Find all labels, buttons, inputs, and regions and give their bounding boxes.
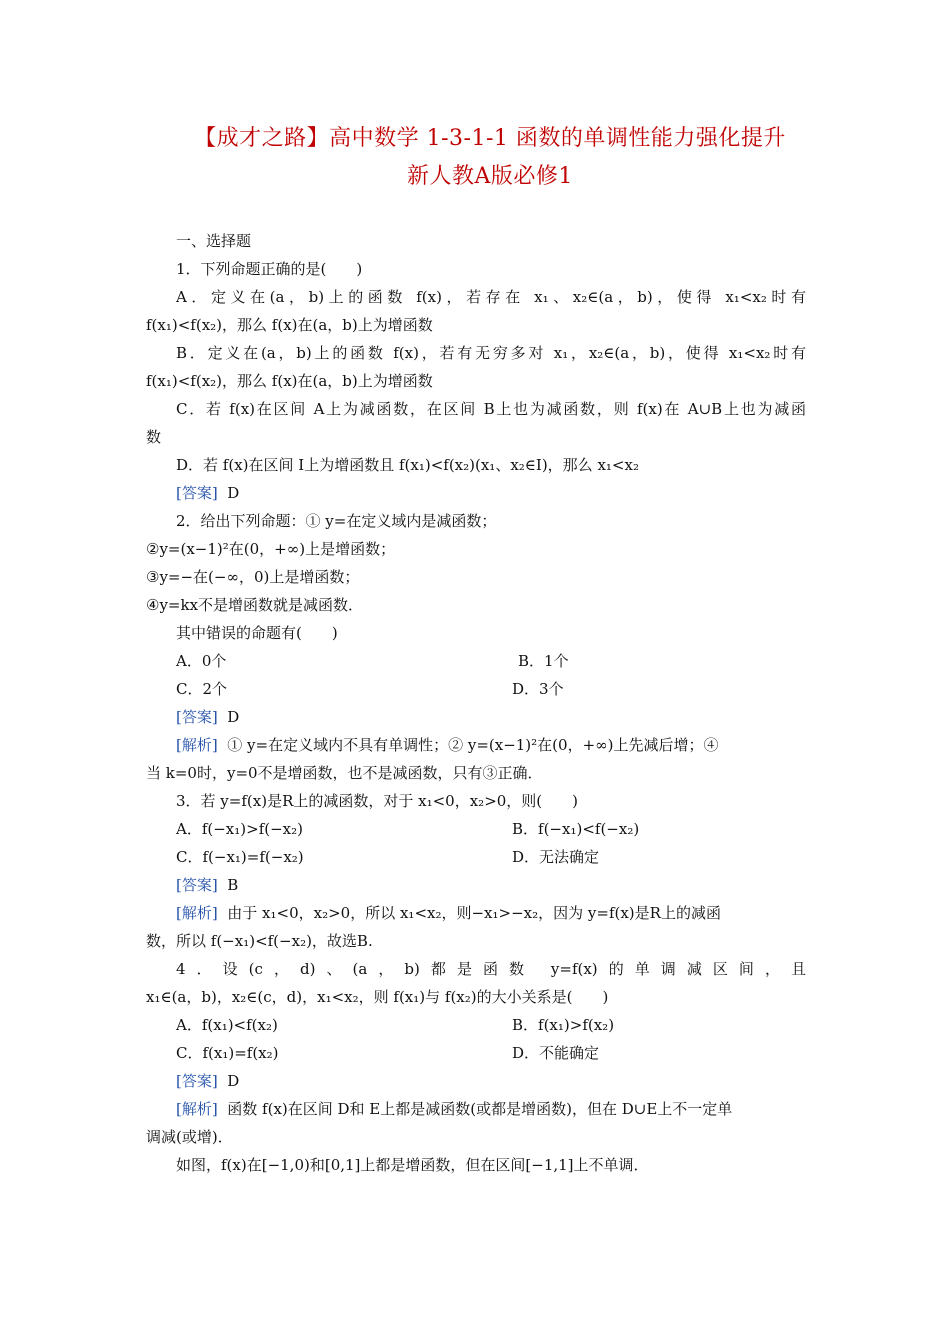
q4-analysis-line3: 如图，f(x)在[−1,0)和[0,1]上都是增函数，但在区间[−1,1]上不单调．	[176, 1156, 649, 1174]
q3-answer-value: B	[227, 876, 239, 894]
answer-tag: [答案]	[176, 1072, 218, 1090]
q3-stem: 3．若 y=f(x)是R上的减函数，对于 x₁<0，x₂>0，则( )	[176, 792, 579, 810]
q1-option-b-line2: f(x₁)<f(x₂)，那么 f(x)在(a，b)上为增函数	[146, 372, 433, 390]
section-heading: 一、选择题	[176, 232, 252, 250]
q2-analysis-line2: 当 k=0时，y=0不是增函数，也不是减函数，只有③正确．	[146, 764, 543, 782]
q2-analysis-line1	[176, 735, 836, 755]
analysis-tag: [解析]	[176, 736, 218, 754]
q3-option-a: A．f(−x₁)>f(−x₂)	[176, 820, 303, 838]
q1-answer	[176, 483, 836, 503]
q4-answer	[176, 1071, 836, 1091]
analysis-tag: [解析]	[176, 1100, 218, 1118]
q4-stem-line2: x₁∈(a，b)，x₂∈(c，d)，x₁<x₂，则 f(x₁)与 f(x₂)的大小关系是( )	[146, 988, 609, 1006]
q1-option-c-line2: 数	[146, 428, 162, 446]
q4-analysis-line1	[176, 1099, 836, 1119]
q2-analysis-text: ① y=在定义域内不具有单调性；② y=(x−1)²在(0，+∞)上先减后增；④	[227, 736, 719, 754]
q1-option-d: D．若 f(x)在区间 I上为增函数且 f(x₁)<f(x₂)(x₁、x₂∈I)，那么 x₁<x₂	[176, 456, 639, 474]
q4-stem-line1: 4．设(c，d)、(a，b)都是函数 y=f(x)的单调减区间，且	[176, 960, 806, 978]
q1-stem: 1．下列命题正确的是( )	[176, 260, 363, 278]
q4-analysis-line2: 调减(或增)．	[146, 1128, 233, 1146]
answer-tag: [答案]	[176, 708, 218, 726]
q1-option-a-line2: f(x₁)<f(x₂)，那么 f(x)在(a，b)上为增函数	[146, 316, 433, 334]
q2-question: 其中错误的命题有( )	[176, 624, 338, 642]
q2-answer	[176, 707, 836, 727]
q3-analysis-line1	[176, 903, 836, 923]
q2-option-d: D．3个	[512, 680, 564, 698]
q3-option-d: D．无法确定	[512, 848, 600, 866]
q1-answer-value: D	[227, 484, 240, 502]
q2-option-c: C．2个	[176, 680, 228, 698]
q3-option-c: C．f(−x₁)=f(−x₂)	[176, 848, 304, 866]
q4-option-c: C．f(x₁)=f(x₂)	[176, 1044, 279, 1062]
q1-option-b-line1: B．定义在(a，b)上的函数 f(x)，若有无穷多对 x₁，x₂∈(a，b)，使得 x₁<x₂时有	[176, 344, 806, 362]
q4-option-d: D．不能确定	[512, 1044, 600, 1062]
q2-stem: 2．给出下列命题：① y=在定义域内是减函数；	[176, 512, 497, 530]
q4-option-a: A．f(x₁)<f(x₂)	[176, 1016, 278, 1034]
q1-option-a-line1: A．定义在(a，b)上的函数 f(x)，若存在 x₁、x₂∈(a，b)，使得 x₁<x₂时有	[176, 288, 806, 306]
document-title: 【成才之路】高中数学 1-3-1-1 函数的单调性能力强化提升	[194, 126, 786, 151]
analysis-tag: [解析]	[176, 904, 218, 922]
q1-option-c-line1: C．若 f(x)在区间 A上为减函数，在区间 B上也为减函数，则 f(x)在 A∪B上也为减函	[176, 400, 806, 418]
q3-option-b: B．f(−x₁)<f(−x₂)	[512, 820, 640, 838]
q3-answer	[176, 875, 836, 895]
q4-analysis-text: 函数 f(x)在区间 D和 E上都是减函数(或都是增函数)，但在 D∪E上不一定单	[227, 1100, 733, 1118]
q2-option-a: A．0个	[176, 652, 227, 670]
q2-statement-4: ④y=kx不是增函数就是减函数．	[146, 596, 364, 614]
q2-statement-2: ②y=(x−1)²在(0，+∞)上是增函数；	[146, 540, 396, 558]
answer-tag: [答案]	[176, 876, 218, 894]
q2-statement-3: ③y=−在(−∞，0)上是增函数；	[146, 568, 360, 586]
q4-answer-value: D	[227, 1072, 240, 1090]
q2-answer-value: D	[227, 708, 240, 726]
q3-analysis-line2: 数，所以 f(−x₁)<f(−x₂)，故选B.	[146, 932, 373, 950]
q4-option-b: B．f(x₁)>f(x₂)	[512, 1016, 615, 1034]
q3-analysis-text: 由于 x₁<0，x₂>0，所以 x₁<x₂，则−x₁>−x₂，因为 y=f(x)是R上的减函	[227, 904, 721, 922]
document-subtitle: 新人教A版必修1	[407, 164, 573, 189]
q2-option-b: B．1个	[518, 652, 569, 670]
answer-tag: [答案]	[176, 484, 218, 502]
